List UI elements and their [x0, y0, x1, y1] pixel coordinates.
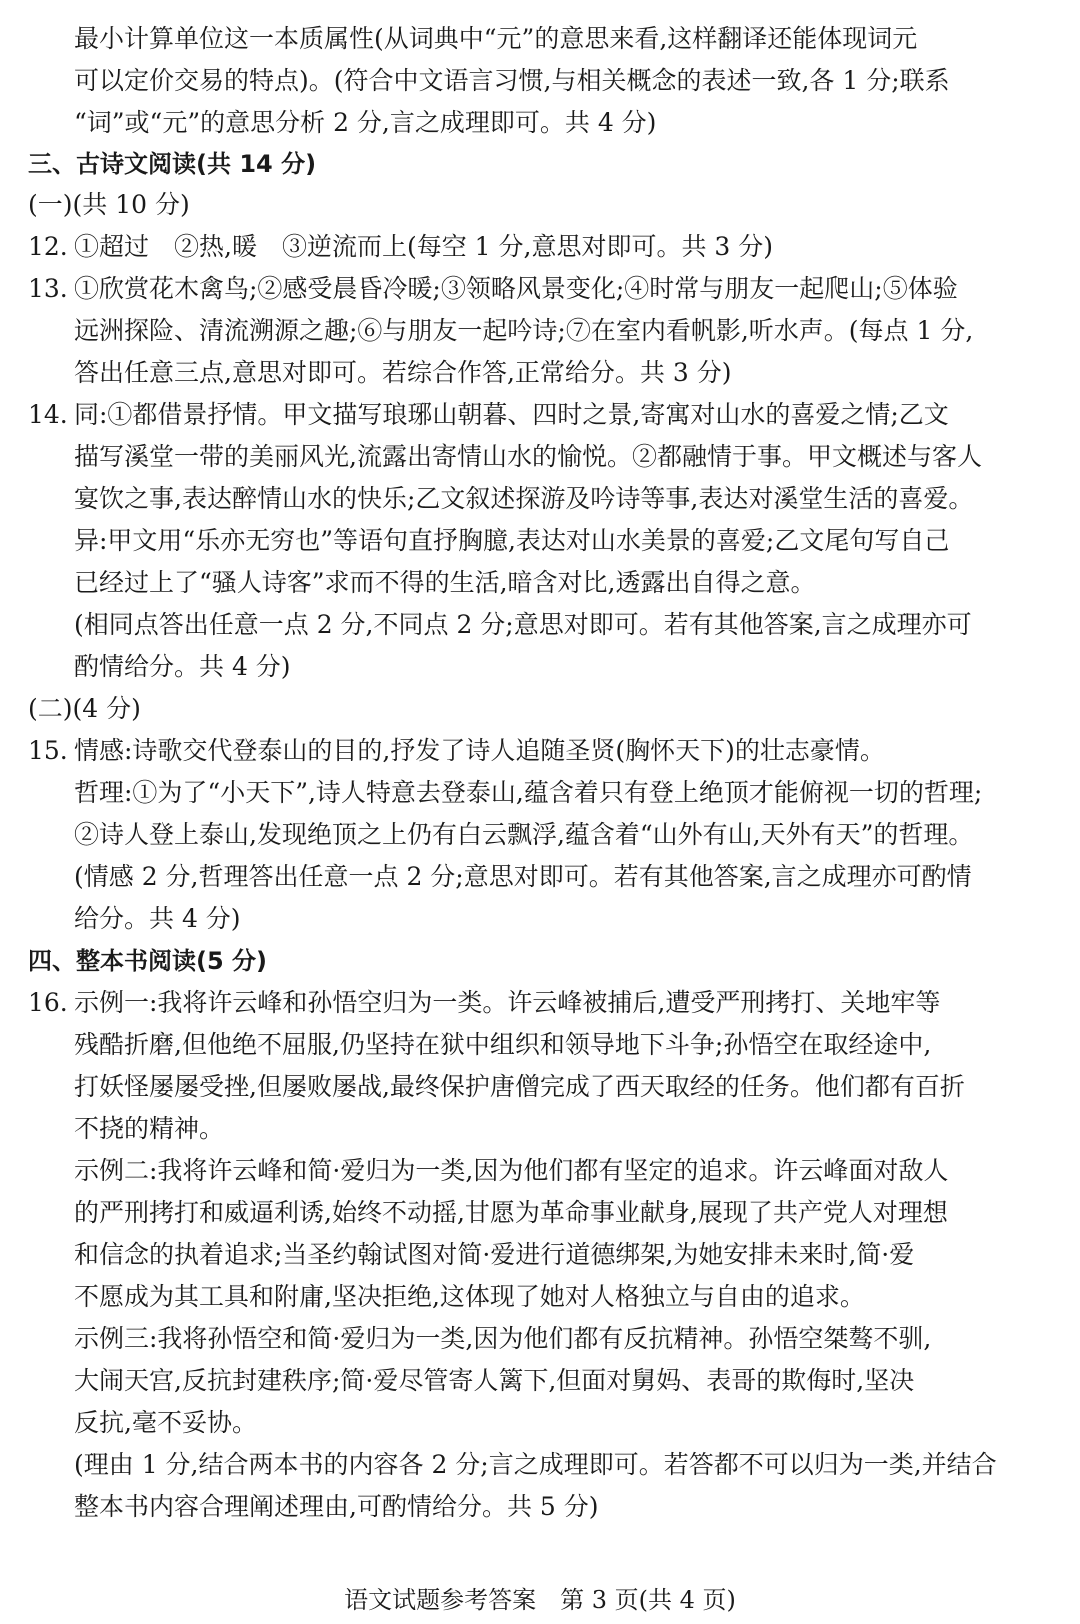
- question-number: 13.: [28, 274, 68, 303]
- example-3: 示例三:我将孙悟空和简·爱归为一类,因为他们都有反抗精神。孙悟空桀骜不驯,: [74, 1324, 932, 1353]
- text-line: 远洲探险、清流溯源之趣;⑥与朋友一起吟诗;⑦在室内看帆影,听水声。(每点 1 分,: [74, 316, 974, 345]
- text-line: 打妖怪屡屡受挫,但屡败屡战,最终保护唐僧完成了西天取经的任务。他们都有百折: [74, 1072, 965, 1101]
- question-number: 12.: [28, 232, 68, 261]
- example-2: 示例二:我将许云峰和简·爱归为一类,因为他们都有坚定的追求。许云峰面对敌人: [74, 1156, 949, 1185]
- text-line: 不愿成为其工具和附庸,坚决拒绝,这体现了她对人格独立与自由的追求。: [74, 1282, 865, 1311]
- answer-text: ①欣赏花木禽鸟;②感受晨昏冷暖;③领略风景变化;④时常与朋友一起爬山;⑤体验: [74, 274, 958, 303]
- page-footer: 语文试题参考答案 第 3 页(共 4 页): [344, 1586, 736, 1614]
- scoring-note: 整本书内容合理阐述理由,可酌情给分。共 5 分): [74, 1492, 599, 1521]
- text-line: 最小计算单位这一本质属性(从词典中“元”的意思来看,这样翻译还能体现词元: [74, 24, 918, 53]
- text-line: 的严刑拷打和威逼利诱,始终不动摇,甘愿为革命事业献身,展现了共产党人对理想: [74, 1198, 948, 1227]
- text-line: 大闹天宫,反抗封建秩序;简·爱尽管寄人篱下,但面对舅妈、表哥的欺侮时,坚决: [74, 1366, 915, 1395]
- text-line: 和信念的执着追求;当圣约翰试图对简·爱进行道德绑架,为她安排未来时,简·爱: [74, 1240, 915, 1269]
- question-number: 15.: [28, 736, 68, 765]
- scoring-note: 酌情给分。共 4 分): [74, 652, 291, 681]
- section-heading-3: 三、古诗文阅读(共 14 分): [28, 150, 317, 178]
- scoring-note: 给分。共 4 分): [74, 904, 241, 933]
- text-line: 可以定价交易的特点)。(符合中文语言习惯,与相关概念的表述一致,各 1 分;联系: [74, 66, 950, 95]
- question-13: [28, 268, 1068, 310]
- answer-text: 情感:诗歌交代登泰山的目的,抒发了诗人追随圣贤(胸怀天下)的壮志豪情。: [74, 736, 885, 765]
- question-14: [28, 394, 1068, 436]
- answer-text: 示例一:我将许云峰和孙悟空归为一类。许云峰被捕后,遭受严刑拷打、关地牢等: [74, 988, 941, 1017]
- text-line: ②诗人登上泰山,发现绝顶之上仍有白云飘浮,蕴含着“山外有山,天外有天”的哲理。: [74, 820, 974, 849]
- text-line: 残酷折磨,但他绝不屈服,仍坚持在狱中组织和领导地下斗争;孙悟空在取经途中,: [74, 1030, 932, 1059]
- text-line: “词”或“元”的意思分析 2 分,言之成理即可。共 4 分): [74, 108, 657, 137]
- text-line: 异:甲文用“乐亦无穷也”等语句直抒胸臆,表达对山水美景的喜爱;乙文尾句写自己: [74, 526, 950, 555]
- scoring-note: (相同点答出任意一点 2 分,不同点 2 分;意思对即可。若有其他答案,言之成理亦可: [74, 610, 972, 639]
- text-line: 不挠的精神。: [74, 1114, 225, 1143]
- text-line: 已经过上了“骚人诗客”求而不得的生活,暗含对比,透露出自得之意。: [74, 568, 816, 597]
- scoring-note: (理由 1 分,结合两本书的内容各 2 分;言之成理即可。若答都不可以归为一类,并结合: [74, 1450, 997, 1479]
- text-line: 描写溪堂一带的美丽风光,流露出寄情山水的愉悦。②都融情于事。甲文概述与客人: [74, 442, 982, 471]
- subsection-heading-1: (一)(共 10 分): [28, 190, 190, 219]
- text-line: 宴饮之事,表达醉情山水的快乐;乙文叙述探游及吟诗等事,表达对溪堂生活的喜爱。: [74, 484, 974, 513]
- question-15: [28, 730, 1068, 772]
- question-number: 14.: [28, 400, 68, 429]
- question-16: [28, 982, 1068, 1024]
- answer-text: ①超过 ②热,暖 ③逆流而上(每空 1 分,意思对即可。共 3 分): [74, 232, 774, 261]
- question-12: [28, 226, 1068, 268]
- scoring-note: (情感 2 分,哲理答出任意一点 2 分;意思对即可。若有其他答案,言之成理亦可酌情: [74, 862, 972, 891]
- text-line: 答出任意三点,意思对即可。若综合作答,正常给分。共 3 分): [74, 358, 732, 387]
- text-line: 反抗,毫不妥协。: [74, 1408, 257, 1437]
- text-line: 哲理:①为了“小天下”,诗人特意去登泰山,蕴含着只有登上绝顶才能俯视一切的哲理;: [74, 778, 983, 807]
- subsection-heading-2: (二)(4 分): [28, 694, 141, 723]
- answer-text: 同:①都借景抒情。甲文描写琅琊山朝暮、四时之景,寄寓对山水的喜爱之情;乙文: [74, 400, 949, 429]
- section-heading-4: 四、整本书阅读(5 分): [28, 947, 267, 975]
- question-number: 16.: [28, 988, 68, 1017]
